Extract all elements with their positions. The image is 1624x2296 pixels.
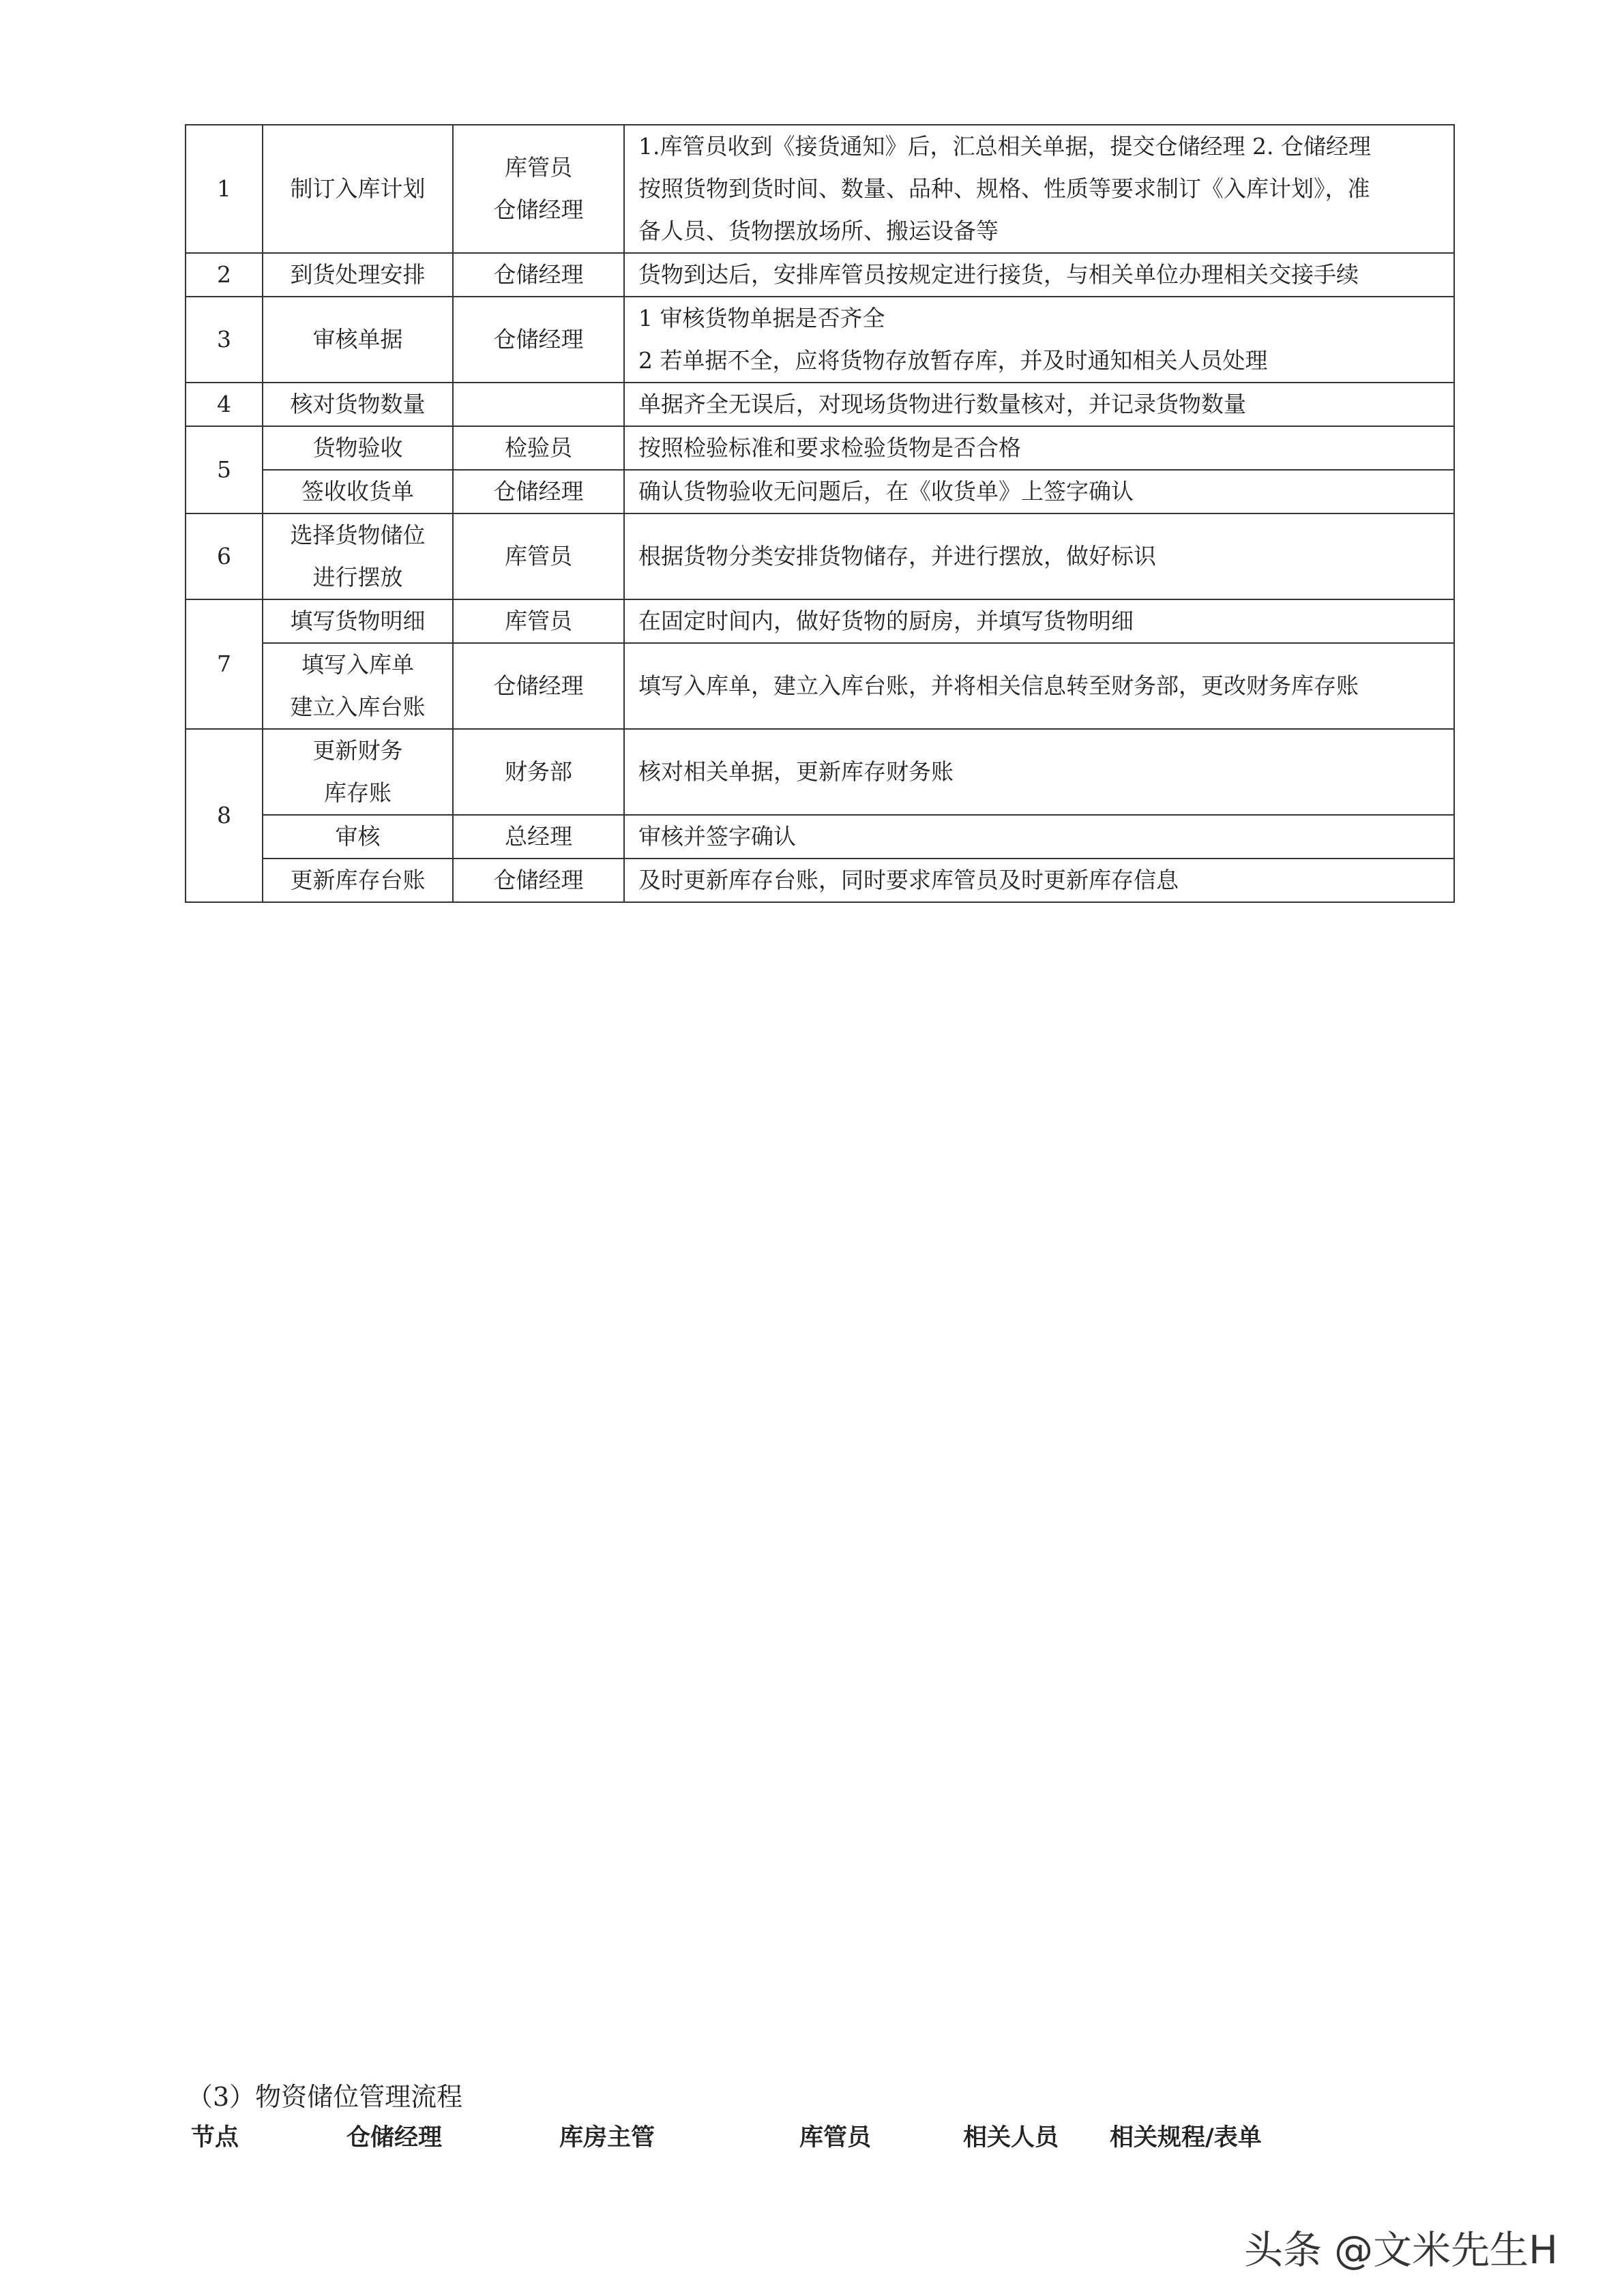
table-row <box>186 815 1454 859</box>
role-cell-line: 总经理 <box>505 823 572 850</box>
node-number-cell: 5 <box>186 426 263 513</box>
role-cell-line: 仓储经理 <box>493 326 584 353</box>
description-cell <box>624 426 1454 470</box>
step-cell-line: 核对货物数量 <box>290 391 426 417</box>
step-cell-line: 进行摆放 <box>312 564 403 591</box>
step-cell-line: 货物验收 <box>312 434 403 461</box>
step-cell <box>263 125 453 253</box>
description-cell-line: 审核并签字确认 <box>638 823 796 850</box>
description-cell-line: 2 若单据不全，应将货物存放暂存库，并及时通知相关人员处理 <box>638 347 1268 374</box>
description-cell <box>624 253 1454 297</box>
step-cell <box>263 470 453 513</box>
description-cell <box>624 815 1454 859</box>
flowchart-column-headers <box>0 2121 1624 2155</box>
table-row <box>186 253 1454 297</box>
description-cell-line: 货物到达后，安排库管员按规定进行接货，与相关单位办理相关交接手续 <box>638 261 1359 288</box>
step-cell <box>263 383 453 426</box>
description-cell <box>624 599 1454 643</box>
role-cell <box>453 253 624 297</box>
role-cell <box>453 599 624 643</box>
step-cell-line: 审核 <box>335 823 381 850</box>
warehouse-entry-process-table <box>185 124 1455 903</box>
description-cell <box>624 383 1454 426</box>
description-cell-line: 及时更新库存台账，同时要求库管员及时更新库存信息 <box>638 867 1179 893</box>
description-cell-line: 1 审核货物单据是否齐全 <box>638 305 885 331</box>
table-row <box>186 125 1454 253</box>
role-cell-line: 仓储经理 <box>493 261 584 288</box>
column-header-rules-forms: 相关规程/表单 <box>1110 2123 1262 2151</box>
node-number-cell: 8 <box>186 729 263 902</box>
column-header-warehouse-manager: 仓储经理 <box>346 2123 443 2151</box>
role-cell <box>453 643 624 729</box>
description-cell <box>624 297 1454 383</box>
step-cell <box>263 513 453 599</box>
step-cell-line: 选择货物储位 <box>290 522 426 548</box>
role-cell <box>453 470 624 513</box>
role-cell <box>453 297 624 383</box>
table-row <box>186 599 1454 643</box>
column-header-storekeeper: 库管员 <box>799 2123 872 2151</box>
description-cell <box>624 470 1454 513</box>
step-cell-line: 审核单据 <box>312 326 403 353</box>
table-row <box>186 513 1454 599</box>
role-cell <box>453 729 624 815</box>
description-cell-line: 按照检验标准和要求检验货物是否合格 <box>638 434 1021 461</box>
step-cell-line: 到货处理安排 <box>290 261 426 288</box>
table-row <box>186 859 1454 902</box>
role-cell-line: 库管员 <box>505 154 572 181</box>
role-cell <box>453 383 624 426</box>
step-cell-line: 库存账 <box>324 779 392 806</box>
step-cell <box>263 599 453 643</box>
step-cell <box>263 297 453 383</box>
description-cell-line: 填写入库单，建立入库台账，并将相关信息转至财务部，更改财务库存账 <box>638 672 1359 699</box>
watermark: 头条 @文米先生H <box>1244 2228 1558 2273</box>
step-cell <box>263 426 453 470</box>
step-cell-line: 填写入库单 <box>301 651 414 678</box>
description-cell <box>624 859 1454 902</box>
table-row <box>186 426 1454 470</box>
description-cell <box>624 513 1454 599</box>
description-cell-line: 按照货物到货时间、数量、品种、规格、性质等要求制订《入库计划》，准 <box>638 175 1370 202</box>
role-cell-line: 财务部 <box>505 758 572 785</box>
description-cell-line: 备人员、货物摆放场所、搬运设备等 <box>638 218 999 244</box>
table-row <box>186 383 1454 426</box>
section-heading: （3）物资储位管理流程 <box>187 2082 463 2112</box>
description-cell <box>624 125 1454 253</box>
step-cell <box>263 815 453 859</box>
description-cell-line: 确认货物验收无问题后，在《收货单》上签字确认 <box>638 478 1134 505</box>
node-number-cell: 6 <box>186 513 263 599</box>
description-cell-line: 在固定时间内，做好货物的厨房，并填写货物明细 <box>638 608 1134 634</box>
table-row <box>186 470 1454 513</box>
role-cell-line: 库管员 <box>505 543 572 569</box>
node-number-cell: 2 <box>186 253 263 297</box>
step-cell-line: 更新库存台账 <box>290 867 426 893</box>
description-cell <box>624 643 1454 729</box>
role-cell <box>453 815 624 859</box>
step-cell-line: 制订入库计划 <box>290 175 426 202</box>
node-number-cell: 4 <box>186 383 263 426</box>
role-cell-line: 仓储经理 <box>493 867 584 893</box>
column-header-node: 节点 <box>191 2123 239 2151</box>
description-cell-line: 根据货物分类安排货物储存，并进行摆放，做好标识 <box>638 543 1156 569</box>
node-number-cell: 3 <box>186 297 263 383</box>
role-cell <box>453 125 624 253</box>
step-cell <box>263 729 453 815</box>
role-cell-line: 检验员 <box>505 434 572 461</box>
step-cell-line: 签收收货单 <box>301 478 414 505</box>
description-cell-line: 核对相关单据，更新库存财务账 <box>638 758 954 785</box>
step-cell <box>263 253 453 297</box>
step-cell <box>263 859 453 902</box>
column-header-related-staff: 相关人员 <box>963 2123 1059 2151</box>
role-cell-line: 仓储经理 <box>493 478 584 505</box>
role-cell <box>453 426 624 470</box>
role-cell <box>453 513 624 599</box>
table-row <box>186 643 1454 729</box>
node-number-cell: 7 <box>186 599 263 729</box>
description-cell-line: 单据齐全无误后，对现场货物进行数量核对，并记录货物数量 <box>638 391 1246 417</box>
role-cell-line: 库管员 <box>505 608 572 634</box>
description-cell-line: 1.库管员收到《接货通知》后，汇总相关单据，提交仓储经理 2. 仓储经理 <box>638 133 1371 160</box>
role-cell-line: 仓储经理 <box>493 196 584 223</box>
role-cell-line: 仓储经理 <box>493 672 584 699</box>
node-number-cell: 1 <box>186 125 263 253</box>
step-cell-line: 填写货物明细 <box>290 608 426 634</box>
step-cell <box>263 643 453 729</box>
table-row <box>186 297 1454 383</box>
role-cell <box>453 859 624 902</box>
step-cell-line: 更新财务 <box>312 737 403 764</box>
description-cell <box>624 729 1454 815</box>
table-row <box>186 729 1454 815</box>
step-cell-line: 建立入库台账 <box>290 694 426 720</box>
column-header-storeroom-supervisor: 库房主管 <box>559 2123 655 2151</box>
